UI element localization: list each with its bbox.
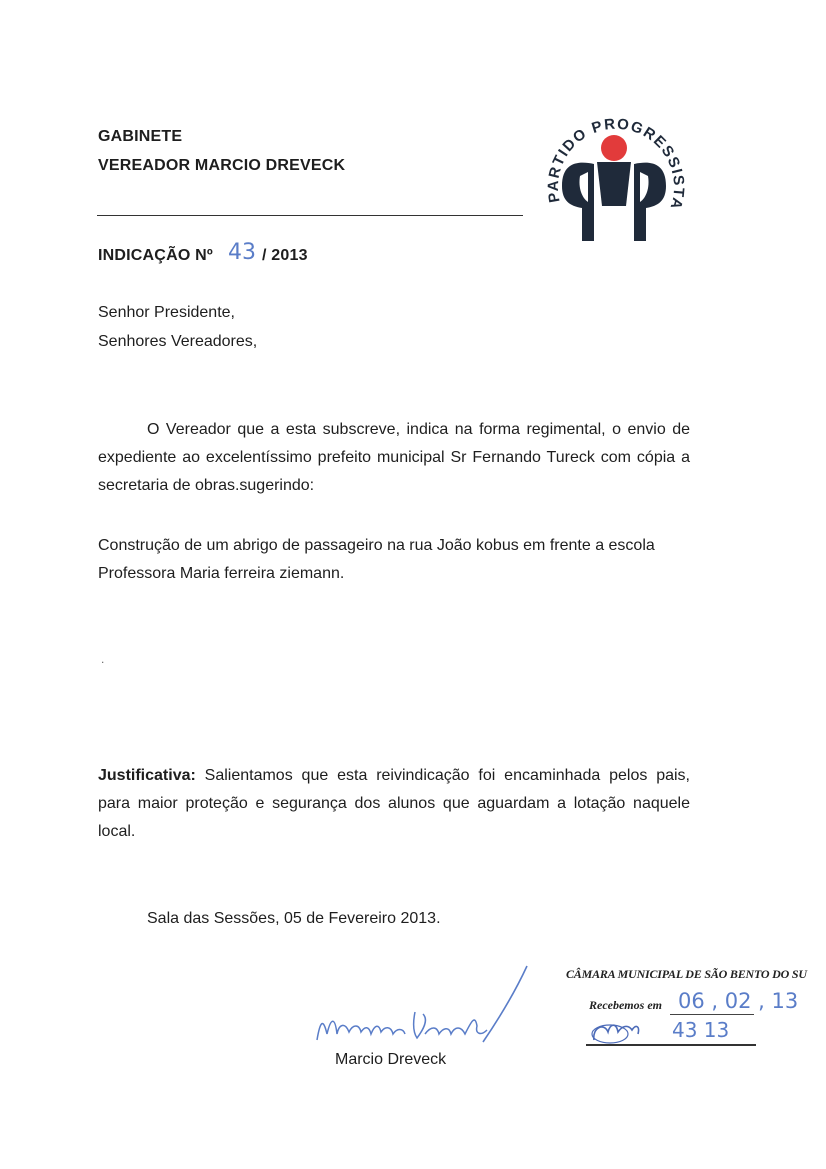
indicacao-number: 43 [228, 240, 256, 265]
indicacao-label: INDICAÇÃO Nº [98, 247, 213, 264]
stamp-received-label: Recebemos em [589, 998, 662, 1012]
partido-progressista-logo [542, 106, 692, 246]
logo-red-dot [601, 135, 627, 161]
header-vereador: VEREADOR MARCIO DREVECK [98, 157, 346, 174]
salutation-presidente: Senhor Presidente, [98, 304, 235, 321]
indicacao-year: / 2013 [262, 247, 308, 264]
signature-name: Marcio Dreveck [335, 1051, 447, 1068]
stamp-protocol-line [586, 1044, 756, 1046]
signature-scribble [305, 962, 545, 1052]
stamp-title: CÂMARA MUNICIPAL DE SÃO BENTO DO SU [566, 967, 807, 981]
stamp-protocol: 43 13 [672, 1018, 730, 1042]
closing-sala-sessoes: Sala das Sessões, 05 de Fevereiro 2013. [147, 910, 441, 927]
justificativa-paragraph [98, 762, 690, 846]
justificativa-text: Salientamos que esta reivindicação foi encaminhada pelos pais, para maior proteção e segurança dos alunos que aguardam a lotação naquele local. [98, 767, 690, 840]
stamp-date-line [670, 1014, 754, 1015]
stamp-received-date: 06 , 02 , 13 [678, 989, 799, 1013]
party-logo [542, 106, 692, 246]
stray-mark: . [101, 652, 105, 666]
handwritten-signature [305, 962, 545, 1052]
paragraph-indicacao: O Vereador que a esta subscreve, indica na forma regimental, o envio de expediente ao excelentíssimo prefeito municipal Sr Fernando Tureck com cópia a secretaria de obras.sugerindo: [98, 421, 690, 494]
salutation-vereadores: Senhores Vereadores, [98, 333, 258, 350]
paragraph-construcao: Construção de um abrigo de passageiro na rua João kobus em frente a escola Professora Maria ferreira ziemann. [98, 537, 655, 582]
logo-pp-glyph [562, 162, 666, 241]
header-gabinete: GABINETE [98, 128, 183, 145]
logo-arc-text: PARTIDO PROGRESSISTA [544, 115, 688, 213]
header-divider [97, 215, 523, 216]
justificativa-label: Justificativa: [98, 767, 196, 784]
